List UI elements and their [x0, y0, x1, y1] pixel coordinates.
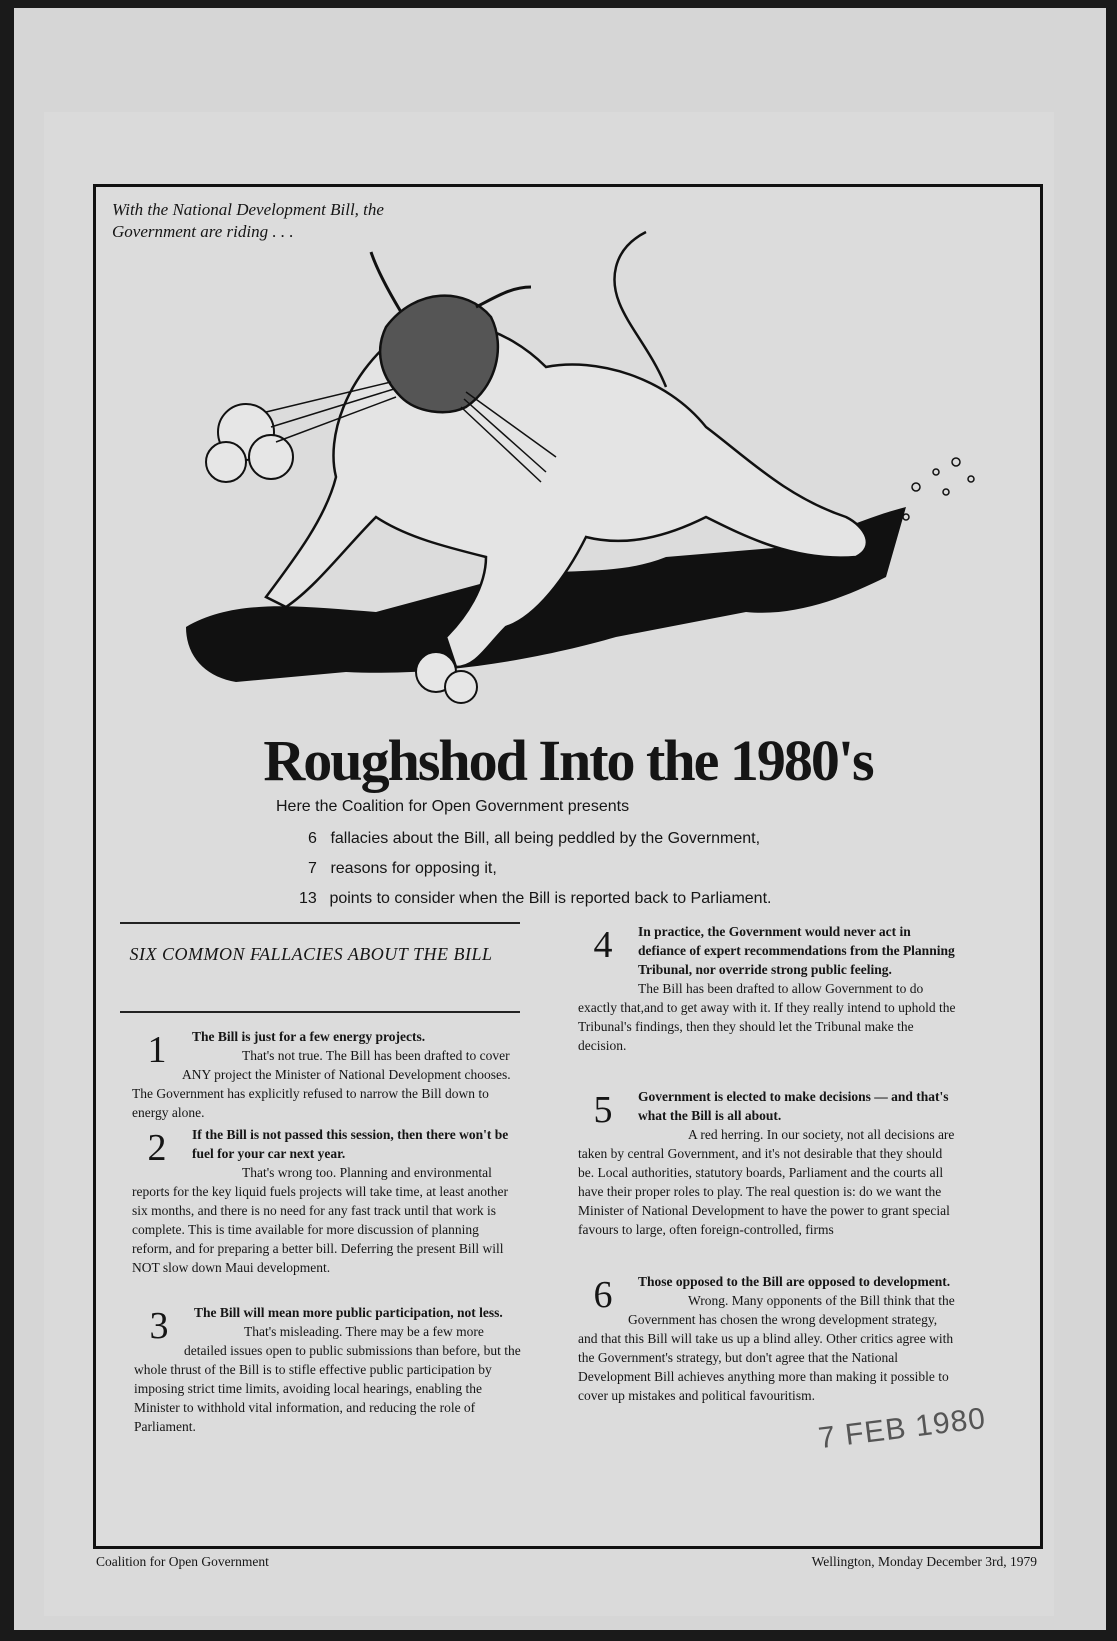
fallacy-body: That's not true. The Bill has been drafted to cover ANY project the Minister of National Development chooses. The Government has explicitly refused to narrow the Bill down to energy alone.	[132, 1048, 511, 1120]
fallacy-number: 5	[593, 1089, 613, 1131]
fallacy-body: Wrong. Many opponents of the Bill think that the Government has chosen the wrong development strategy, and that this Bill will take us up a blind alley. Other critics agree with the Government's strategy, but don't agree that the National Development Bill achieves anything more than making it possible to cover up mistakes and political favouritism.	[578, 1293, 955, 1403]
intro-line-text: fallacies about the Bill, all being peddled by the Government,	[330, 830, 761, 847]
fallacy-heading: The Bill is just for a few energy projects.	[192, 1029, 426, 1044]
advertisement-frame	[93, 184, 1043, 1549]
fallacy-item	[134, 1303, 526, 1436]
fallacy-heading: The Bill will mean more public participation, not less.	[194, 1305, 503, 1320]
fallacy-item	[578, 1087, 960, 1239]
fallacy-number: 4	[593, 924, 613, 966]
intro-line-reasons	[308, 859, 497, 879]
fallacy-body: That's misleading. There may be a few more detailed issues open to public submissions than before, but the whole thrust of the Bill is to stifle effective public participation by imposing strict time limits, avoiding local hearings, enabling the Minister to withhold vital information, and reducing the role of Parliament.	[134, 1324, 521, 1434]
intro-lead: Here the Coalition for Open Government presents	[276, 798, 630, 815]
fallacy-body: A red herring. In our society, not all decisions are taken by central Government, and it's not desirable that they should be. Local authorities, statutory boards, Parliament and the courts all have their proper roles to play. The real question is: do we want the Minister of National Development to have the power to grant special favours to large, often foreign-controlled, firms	[578, 1127, 955, 1237]
fallacy-body: The Bill has been drafted to allow Government to do exactly that,and to get away with it. If they really intend to uphold the Tribunal's findings, then they should let the Tribunal make the decision.	[578, 981, 956, 1053]
cartoon-caption: With the National Development Bill, the Government are riding . . .	[112, 200, 384, 241]
fallacy-item	[578, 922, 960, 1055]
date-received-stamp: 7 FEB 1980	[816, 1401, 988, 1456]
section-rule-bottom	[120, 1011, 520, 1013]
fallacy-heading: Those opposed to the Bill are opposed to development.	[638, 1274, 951, 1289]
fallacy-number: 3	[149, 1305, 169, 1347]
fallacy-number: 2	[147, 1127, 167, 1169]
intro-line-points	[299, 889, 771, 909]
intro-line-fallacies	[308, 829, 760, 849]
fallacy-number: 1	[147, 1029, 167, 1071]
intro-number: 6	[308, 830, 317, 847]
fallacy-number: 6	[593, 1274, 613, 1316]
section-title: SIX COMMON FALLACIES ABOUT THE BILL	[129, 944, 493, 964]
footer-publisher: Coalition for Open Government	[96, 1554, 269, 1569]
fallacy-item	[132, 1125, 522, 1277]
section-rule-top	[120, 922, 520, 924]
headline: Roughshod Into the 1980's	[263, 728, 873, 793]
intro-number: 7	[308, 860, 317, 877]
fallacy-heading: If the Bill is not passed this session, then there won't be fuel for your car next year.	[192, 1127, 509, 1161]
fallacy-heading: Government is elected to make decisions — and that's what the Bill is all about.	[638, 1089, 949, 1123]
intro-line-text: points to consider when the Bill is reported back to Parliament.	[329, 890, 772, 907]
fallacy-heading: In practice, the Government would never act in defiance of expert recommendations from the Planning Tribunal, nor override strong public feeling.	[638, 924, 955, 977]
fallacy-body: That's wrong too. Planning and environmental reports for the key liquid fuels projects will take time, at least another six months, and there is no need for any fast track until that work is complete. This is time available for more discussion of planning reform, and for preparing a better bill. Deferring the present Bill will NOT slow down Maui development.	[132, 1165, 509, 1275]
intro-number: 13	[299, 890, 317, 907]
fallacy-item	[578, 1272, 960, 1405]
intro-line-text: reasons for opposing it,	[330, 860, 497, 877]
footer-dateline: Wellington, Monday December 3rd, 1979	[811, 1554, 1037, 1569]
fallacy-item	[132, 1027, 522, 1122]
